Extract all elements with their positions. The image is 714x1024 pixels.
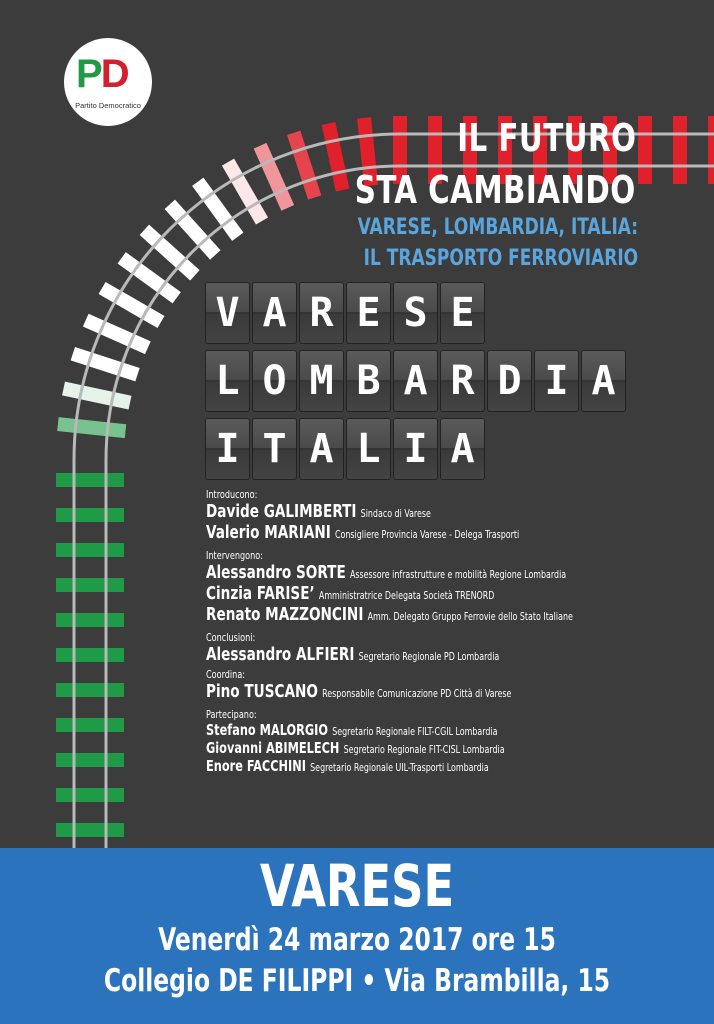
footer-date: Venerdì 24 marzo 2017 ore 15 bbox=[158, 922, 556, 958]
board-letter-tile: T bbox=[252, 418, 297, 480]
speaker-row bbox=[206, 739, 609, 757]
section-label-coordina: Coordina: bbox=[206, 668, 246, 681]
logo-subtitle: Partito Democratico bbox=[75, 101, 141, 110]
rail-sleeper bbox=[56, 473, 124, 487]
board-letter-tile: L bbox=[205, 350, 250, 412]
departure-board-row-varese bbox=[205, 282, 487, 344]
headline-line-1: IL FUTURO bbox=[456, 116, 636, 160]
board-letter-tile: A bbox=[393, 350, 438, 412]
rail-sleeper bbox=[56, 543, 124, 557]
board-letter-tile: O bbox=[252, 350, 297, 412]
section-label-intervengono: Intervengono: bbox=[206, 549, 263, 562]
logo-letter-p: P bbox=[76, 52, 101, 96]
speaker-role: Segretario Regionale FIT-CISL Lombardia bbox=[343, 744, 505, 756]
board-letter-tile: I bbox=[393, 418, 438, 480]
speaker-role: Consigliere Provincia Varese - Delega Trasporti bbox=[334, 529, 520, 541]
rail-sleeper bbox=[673, 116, 687, 184]
rail-sleeper bbox=[56, 788, 124, 802]
speaker-row bbox=[206, 583, 609, 604]
rail-sleeper bbox=[56, 823, 124, 837]
rail-sleeper bbox=[56, 648, 124, 662]
pd-logo-icon bbox=[64, 38, 152, 126]
rail-sleeper bbox=[56, 753, 124, 767]
speaker-row bbox=[206, 681, 609, 702]
logo-mark bbox=[76, 52, 128, 97]
board-letter-tile: I bbox=[205, 418, 250, 480]
speaker-row bbox=[206, 721, 609, 739]
subheadline-line-2: IL TRASPORTO FERROVIARIO bbox=[363, 246, 638, 271]
speaker-row bbox=[206, 562, 609, 583]
speaker-role: Segretario Regionale FILT-CGIL Lombardia bbox=[332, 726, 498, 738]
speaker-role: Sindaco di Varese bbox=[360, 508, 431, 520]
speaker-name: Cinzia FARISE’ bbox=[206, 583, 315, 604]
speaker-row bbox=[206, 501, 609, 522]
rail-sleeper bbox=[56, 578, 124, 592]
rail-sleeper bbox=[56, 718, 124, 732]
speaker-row bbox=[206, 644, 609, 665]
board-letter-tile: A bbox=[440, 418, 485, 480]
board-letter-tile: A bbox=[252, 282, 297, 344]
speaker-name: Enore FACCHINI bbox=[206, 757, 306, 775]
board-letter-tile: D bbox=[487, 350, 532, 412]
speaker-name: Valerio MARIANI bbox=[206, 522, 331, 543]
departure-board-row-italia bbox=[205, 418, 487, 480]
speaker-role: Amministratrice Delegata Società TRENORD bbox=[318, 590, 495, 602]
board-letter-tile: E bbox=[440, 282, 485, 344]
speaker-name: Pino TUSCANO bbox=[206, 681, 318, 702]
rail-sleeper bbox=[71, 347, 140, 381]
footer-city: VARESE bbox=[259, 852, 455, 920]
speaker-name: Renato MAZZONCINI bbox=[206, 604, 364, 625]
rail-sleeper bbox=[638, 116, 652, 184]
speaker-name: Davide GALIMBERTI bbox=[206, 501, 357, 522]
board-letter-tile: V bbox=[205, 282, 250, 344]
speaker-name: Alessandro SORTE bbox=[206, 562, 346, 583]
section-label-conclusioni: Conclusioni: bbox=[206, 631, 256, 644]
rail-sleeper bbox=[62, 382, 131, 410]
logo-letter-d: D bbox=[100, 52, 128, 96]
board-letter-tile: M bbox=[299, 350, 344, 412]
speaker-role: Amm. Delegato Gruppo Ferrovie dello Stato Italiane bbox=[367, 611, 573, 623]
speaker-role: Responsabile Comunicazione PD Città di Varese bbox=[322, 688, 512, 700]
rail-sleeper bbox=[322, 122, 350, 191]
board-letter-tile: B bbox=[346, 350, 391, 412]
board-letter-tile: E bbox=[346, 282, 391, 344]
speaker-row bbox=[206, 522, 609, 543]
footer-venue: Collegio DE FILIPPI • Via Brambilla, 15 bbox=[103, 963, 611, 999]
subheadline-line-1: VARESE, LOMBARDIA, ITALIA: bbox=[357, 215, 638, 240]
speaker-role: Segretario Regionale PD Lombardia bbox=[358, 651, 500, 663]
board-letter-tile: L bbox=[346, 418, 391, 480]
speaker-name: Giovanni ABIMELECH bbox=[206, 739, 340, 757]
speaker-role: Assessore infrastrutture e mobilità Regione Lombardia bbox=[349, 569, 567, 581]
board-letter-tile: A bbox=[299, 418, 344, 480]
section-label-partecipano: Partecipano: bbox=[206, 708, 257, 721]
speaker-name: Alessandro ALFIERI bbox=[206, 644, 355, 665]
speaker-role: Segretario Regionale UIL-Trasporti Lombardia bbox=[310, 762, 489, 774]
headline-line-2: STA CAMBIANDO bbox=[355, 168, 636, 212]
rail-sleeper bbox=[57, 417, 126, 438]
rail-sleeper bbox=[56, 613, 124, 627]
rail-sleeper bbox=[56, 508, 124, 522]
speaker-name: Stefano MALORGIO bbox=[206, 721, 329, 739]
speaker-row bbox=[206, 604, 609, 625]
board-letter-tile: R bbox=[440, 350, 485, 412]
board-letter-tile: A bbox=[581, 350, 626, 412]
board-letter-tile: I bbox=[534, 350, 579, 412]
rail-sleeper bbox=[708, 116, 714, 184]
speaker-row bbox=[206, 757, 609, 775]
rail-sleeper bbox=[56, 683, 124, 697]
board-letter-tile: R bbox=[299, 282, 344, 344]
departure-board-row-lombardia bbox=[205, 350, 628, 412]
program-list bbox=[206, 485, 686, 775]
board-letter-tile: S bbox=[393, 282, 438, 344]
rail-sleeper bbox=[287, 131, 321, 200]
section-label-introducono: Introducono: bbox=[206, 488, 258, 501]
